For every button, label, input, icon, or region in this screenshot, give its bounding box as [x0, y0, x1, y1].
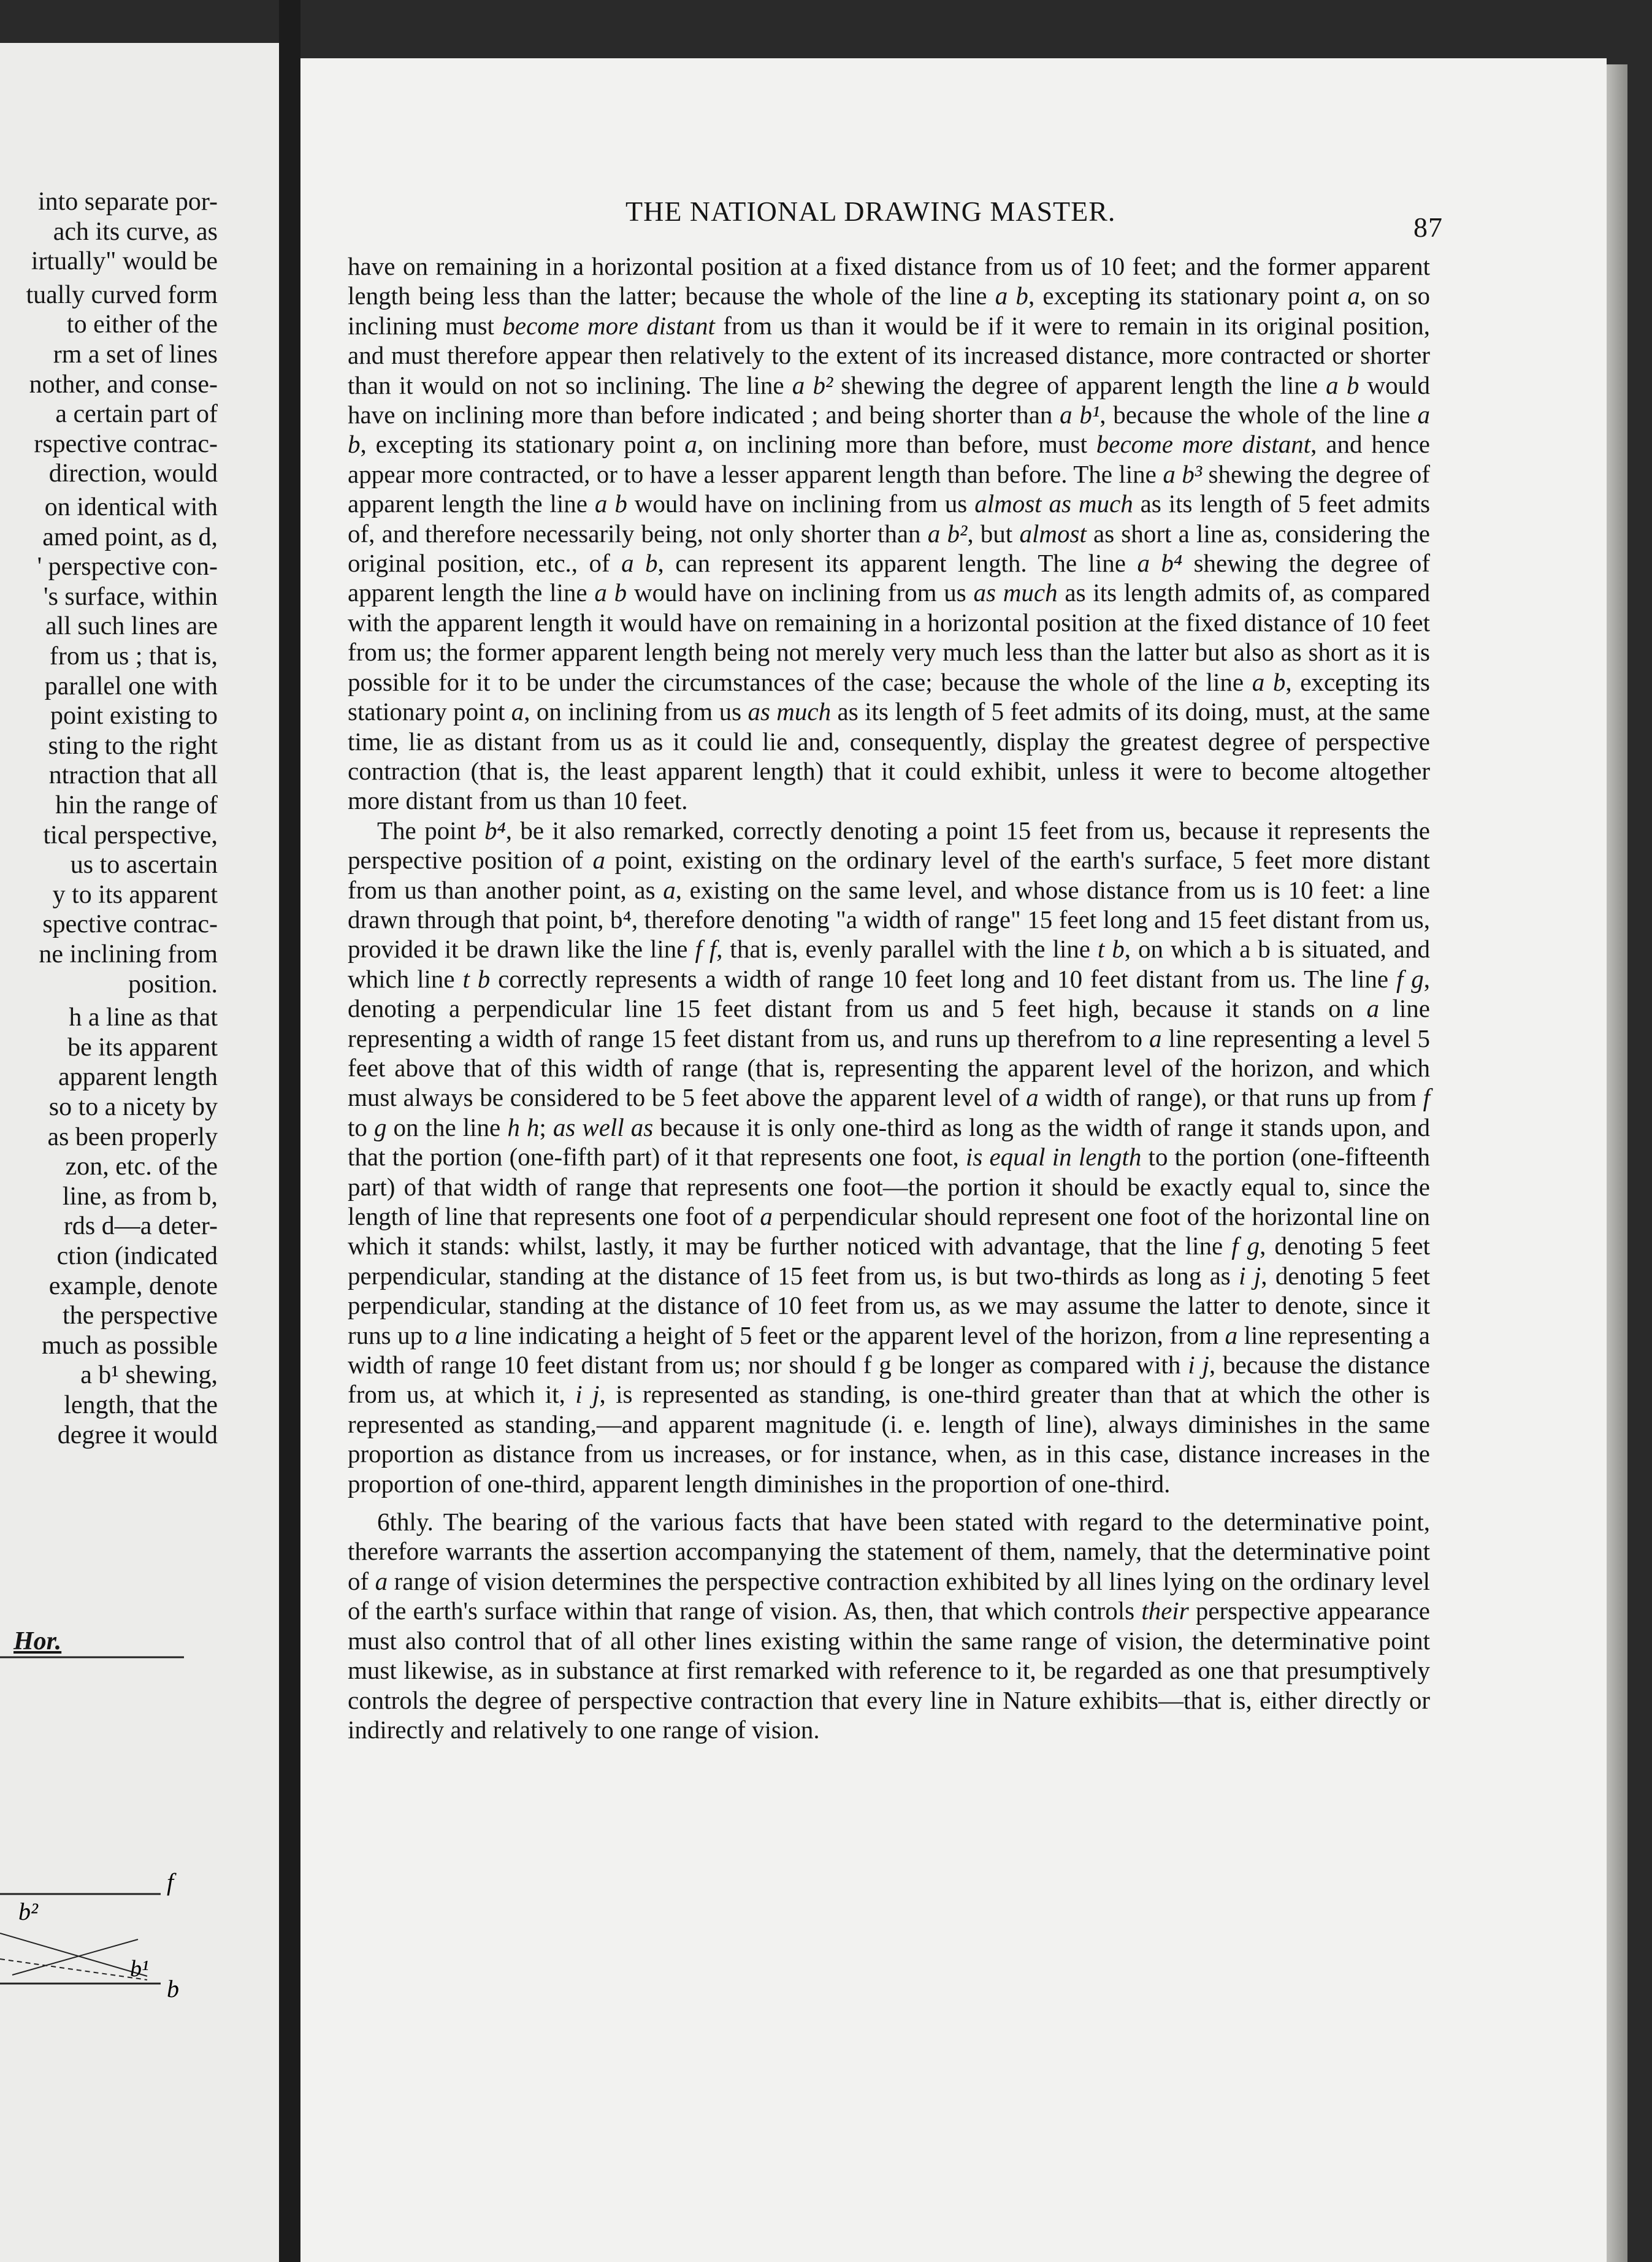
left-page-line: rspective contrac-	[34, 429, 218, 458]
book-spine	[279, 0, 300, 2262]
left-page-line: so to a nicety by	[48, 1093, 218, 1121]
page-edge	[1607, 64, 1627, 2262]
left-page-line: y to its apparent	[52, 880, 218, 909]
left-page-line: tually curved form	[26, 280, 218, 309]
left-page-line: the perspective	[62, 1302, 218, 1330]
left-page-line: be its apparent	[67, 1033, 218, 1062]
left-page-line: a b¹ shewing,	[80, 1361, 218, 1390]
left-page-line: amed point, as d,	[42, 523, 218, 551]
diagram-mark-b2: b²	[18, 1898, 38, 1925]
left-page-line: much as possible	[42, 1331, 218, 1360]
left-page-line: spective contrac-	[42, 910, 218, 939]
left-page-line: ' perspective con-	[37, 553, 218, 581]
diagram-hor-label: Hor.	[13, 1627, 62, 1655]
left-page-line: zon, etc. of the	[65, 1152, 218, 1181]
left-page-line: ction (indicated	[56, 1242, 218, 1270]
diagram-mark-b: b	[167, 1975, 179, 1999]
left-page-line: direction, would	[48, 459, 218, 488]
left-page-line: line, as from b,	[62, 1182, 218, 1211]
paragraph: 6thly. The bearing of the various facts that have been stated with regard to the determinative point, therefore warrants the assertion accompanying the statement of them, namely, that the determinative point of a range of vision determines the perspective contraction exhibited by all lines lying on the ordinary level of the earth's surface within that range of vision. As, then, that which controls their perspective appearance must also control that of all other lines existing within the same range of vision, the determinative point must likewise, as in substance at first remarked with reference to it, be regarded as one that presumptively controls the degree of perspective contraction that every line in Nature exhibits—that is, either directly or indirectly and relatively to one range of vision.	[348, 1508, 1431, 1744]
left-page-line: all such lines are	[45, 612, 218, 641]
left-page-line: ne inclining from	[39, 940, 218, 968]
diagram-line-ab2	[0, 1933, 147, 1976]
left-page-line: from us ; that is,	[49, 642, 218, 670]
left-page-line: hin the range of	[55, 791, 218, 819]
running-head: THE NATIONAL DRAWING MASTER.	[625, 196, 1116, 227]
left-page-line: nother, and conse-	[29, 370, 218, 399]
left-page-line: 's surface, within	[44, 582, 218, 611]
left-page-line: apparent length	[58, 1063, 218, 1092]
diagram-mark-b1: b¹	[130, 1956, 149, 1982]
left-page-line: as been properly	[47, 1122, 218, 1151]
left-page-line: degree it would	[57, 1420, 218, 1449]
left-page-line: into separate por-	[37, 188, 218, 216]
left-page-line: sting to the right	[48, 731, 218, 760]
left-page-line: parallel one with	[44, 672, 218, 700]
left-page-line: a certain part of	[55, 400, 218, 429]
page-header	[625, 195, 1545, 243]
left-page-line: point existing to	[50, 702, 218, 730]
left-page-line: on identical with	[44, 493, 218, 521]
left-page-line: tical perspective,	[43, 821, 218, 849]
diagram-line-ab1	[12, 1939, 138, 1975]
left-page-line: rm a set of lines	[53, 340, 218, 369]
left-page-line: rds d—a deter-	[63, 1212, 218, 1241]
left-page-line: length, that the	[64, 1391, 218, 1419]
left-page-line: to either of the	[66, 310, 218, 339]
perspective-diagram	[0, 1656, 184, 1999]
left-page-line: ach its curve, as	[53, 217, 218, 246]
left-page-line: us to ascertain	[70, 851, 218, 880]
body-text	[348, 251, 1430, 1744]
page-number: 87	[1413, 212, 1443, 243]
paragraph: have on remaining in a horizontal position at a fixed distance from us of 10 feet; and the former apparent length being less than the latter; because the whole of the line a b, excepting its stationary point a, on so inclining must become more distant from us than it would be if it were to remain in its original position, and must therefore appear then relatively to the extent of its increased distance, more contracted or shorter than it would on not so inclining. The line a b² shewing the degree of apparent length the line a b would have on inclining more than before indicated ; and being shorter than a b¹, because the whole of the line a b, excepting its stationary point a, on inclining more than before, must become more distant, and hence appear more contracted, or to have a lesser apparent length than before. The line a b³ shewing the degree of apparent length the line a b would have on inclining from us almost as much as its length of 5 feet admits of, and therefore necessarily being, not only shorter than a b², but almost as short a line as, considering the original position, etc., of a b, can represent its apparent length. The line a b⁴ shewing the degree of apparent length the line a b would have on inclining from us as much as its length admits of, as compared with the apparent length it would have on remaining in a horizontal position at the fixed distance of 10 feet from us; the former apparent length being not merely very much less than the latter but also as short as it is possible for it to be under the circumstances of the case; because the whole of the line a b, excepting its stationary point a, on inclining from us as much as its length of 5 feet admits of its doing, must, at the same time, lie as distant from us as it could lie and, consequently, display the greatest degree of perspective contraction (that is, the least apparent length) that it could exhibit, unless it were to become altogether more distant from us than 10 feet.	[348, 252, 1431, 815]
left-page-line: h a line as that	[69, 1003, 218, 1032]
paragraph: The point b⁴, be it also remarked, correctly denoting a point 15 feet from us, because it represents the perspective position of a point, existing on the ordinary level of the earth's surface, 5 feet more distant from us than another point, as a, existing on the same level, and whose distance from us is 10 feet: a line drawn through that point, b⁴, therefore denoting "a width of range" 15 feet long and 15 feet distant from us, provided it be drawn like the line f f, that is, evenly parallel with the line t b, on which a b is situated, and which line t b correctly represents a width of range 10 feet long and 10 feet distant from us. The line f g, denoting a perpendicular line 15 feet distant from us and 5 feet high, because it stands on a line representing a width of range 15 feet distant from us, and runs up therefrom to a line representing a level 5 feet above that of this width of range (that is, representing the apparent level of the horizon, and which must always be considered to be 5 feet above the apparent level of a width of range), or that runs up from f to g on the line h h; as well as because it is only one-third as long as the width of range it stands upon, and that the portion (one-fifth part) of it that represents one foot, is equal in length to the portion (one-fifteenth part) of that width of range that represents one foot—the portion it should be exactly equal to, since the length of line that represents one foot of a perpendicular should represent one foot of the horizontal line on which it stands: whilst, lastly, it may be further noticed with advantage, that the line f g, denoting 5 feet perpendicular, standing at the distance of 15 feet from us, is but two-thirds as long as i j, denoting 5 feet perpendicular, standing at the distance of 10 feet from us, as we may assume the latter to denote, since it runs up to a line indicating a height of 5 feet or the apparent level of the horizon, from a line representing a width of range 10 feet distant from us; nor should f g be longer as compared with i j, because the distance from us, at which it, i j, is represented as standing, is one-third greater than that at which the other is represented as standing,—and apparent magnitude (i. e. length of line), always diminishes in the same proportion as distance from us increases, or for instance, when, as in this case, distance increases in the proportion of one-third, apparent length diminishes in the proportion of one-third.	[348, 816, 1431, 1498]
diagram-mark-f: f	[167, 1868, 174, 1896]
left-page-line: ntraction that all	[48, 761, 218, 790]
left-page-fragment	[0, 43, 279, 2262]
left-page-line: position.	[128, 970, 218, 999]
left-page-line: irtually" would be	[31, 247, 218, 276]
left-page-line: example, denote	[48, 1271, 218, 1300]
